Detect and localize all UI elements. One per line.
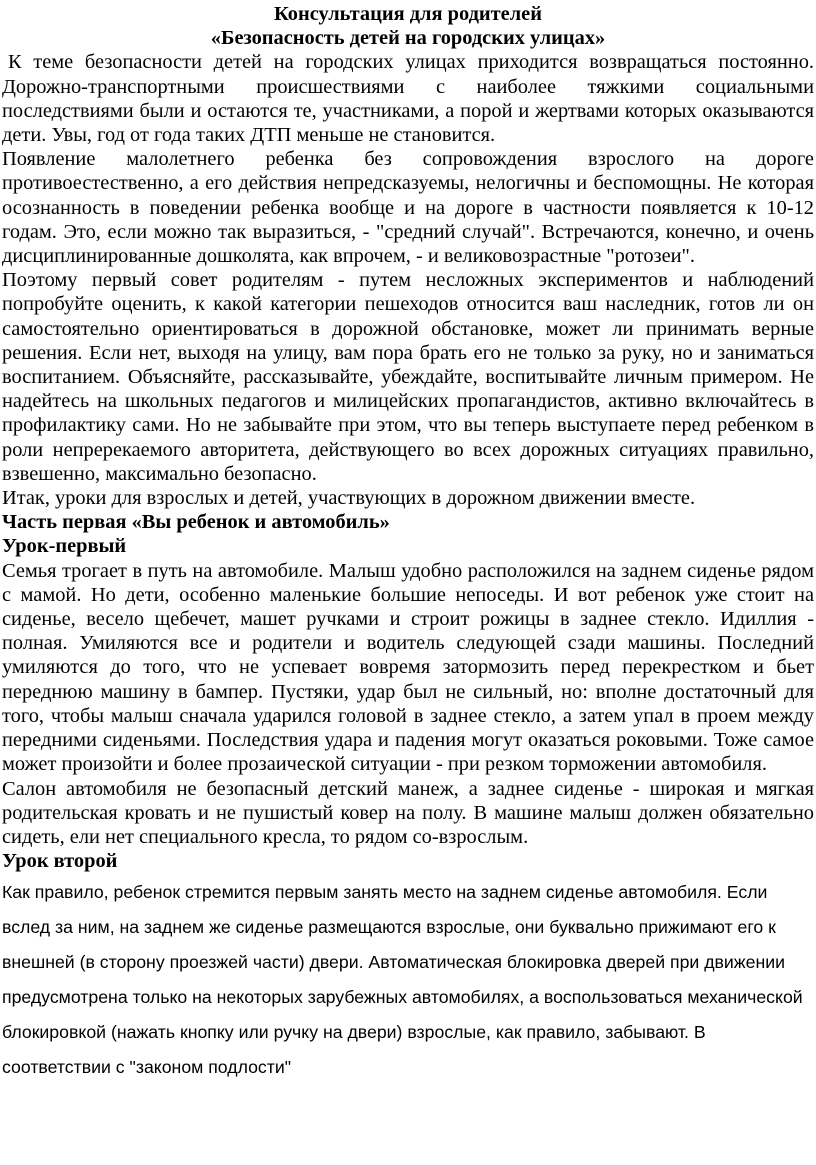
- document-title-line-2: «Безопасность детей на городских улицах»: [210, 27, 606, 50]
- intro-paragraph-4: Итак, уроки для взрослых и детей, участвующих в дорожном движении вместе.: [2, 487, 696, 510]
- part-heading: Часть первая «Вы ребенок и автомобиль»: [2, 511, 390, 534]
- intro-paragraph-3: Поэтому первый совет родителям - путем несложных экспериментов и наблюдений попробуйте оценить, к какой категории пешеходов относится ваш наследник, готов ли он самостоятельно ориентироваться в дорожной обстановке, может ли принимать верные решения. Если нет, выходя на улицу, вам пора брать его не только за руку, но и заниматься воспитанием. Объясняйте, рассказывайте, убеждайте, воспитывайте личным примером. Не надейтесь на школьных педагогов и милицейских пропагандистов, активно включайтесь в профилактику сами. Но не забывайте при этом, что вы теперь выступаете перед ребенком в роли непререкаемого авторитета, действующего во всех дорожных ситуациях правильно, взвешенно, максимально безопасно.: [2, 269, 814, 485]
- lesson-2-paragraph: Как правило, ребенок стремится первым занять место на заднем сиденье автомобиля. Если вслед за ним, на заднем же сиденье размещаются взрослые, они буквально прижимают его к внешней (в сторону проезжей части) двери. Автоматическая блокировка дверей при движении предусмотрена только на некоторых зарубежных автомобилях, а воспользоваться механической блокировкой (нажать кнопку или ручку на двери) взрослые, как правило, забывают. В соответствии с "законом подлости": [2, 882, 803, 1078]
- lesson-2-heading: Урок второй: [2, 850, 118, 873]
- lesson-1-paragraph-1: Семья трогает в путь на автомобиле. Малыш удобно расположился на заднем сиденье рядом с мамой. Но дети, особенно маленькие большие непоседы. И вот ребенок уже стоит на сиденье, весело щебечет, машет ручками и строит рожицы в заднее стекло. Идиллия - полная. Умиляются все и родители и водитель следующей сзади машины. Последний умиляются до того, что не успевает вовремя затормозить перед перекрестком и бьет переднюю машину в бампер. Пустяки, удар был не сильный, но: вполне достаточный для того, чтобы малыш сначала ударился головой в заднее стекло, а затем упал в проем между передними сиденьями. Последствия удара и падения могут оказаться роковыми. Тоже самое может произойти и более прозаической ситуации - при резком торможении автомобиля.: [2, 559, 814, 776]
- lesson-1-heading: Урок-первый: [2, 535, 127, 558]
- intro-paragraph-1: К теме безопасности детей на городских улицах приходится возвращаться постоянно. Дорожно-транспортными происшествиями с наиболее тяжкими социальными последствиями были и остаются те, участниками, а порой и жертвами которых оказываются дети. Увы, год от года таких ДТП меньше не становится.: [2, 51, 814, 147]
- document-title-line-1: Консультация для родителей: [274, 3, 542, 25]
- lesson-1-paragraph-2: Салон автомобиля не безопасный детский манеж, а заднее сиденье - широкая и мягкая родительская кровать и не пушистый ковер на полу. В машине малыш должен обязательно сидеть, ели нет специального кресла, то рядом со-взрослым.: [2, 777, 814, 848]
- intro-paragraph-2: Появление малолетнего ребенка без сопровождения взрослого на дороге противоестественно, а его действия непредсказуемы, нелогичны и беспомощны. Не которая осознанность в поведении ребенка вообще и на дороге в частности появляется к 10-12 годам. Это, если можно так выразиться, - "средний случай". Встречаются, конечно, и очень дисциплинированные дошколята, как впрочем, - и великовозрастные "ротозеи".: [2, 148, 814, 268]
